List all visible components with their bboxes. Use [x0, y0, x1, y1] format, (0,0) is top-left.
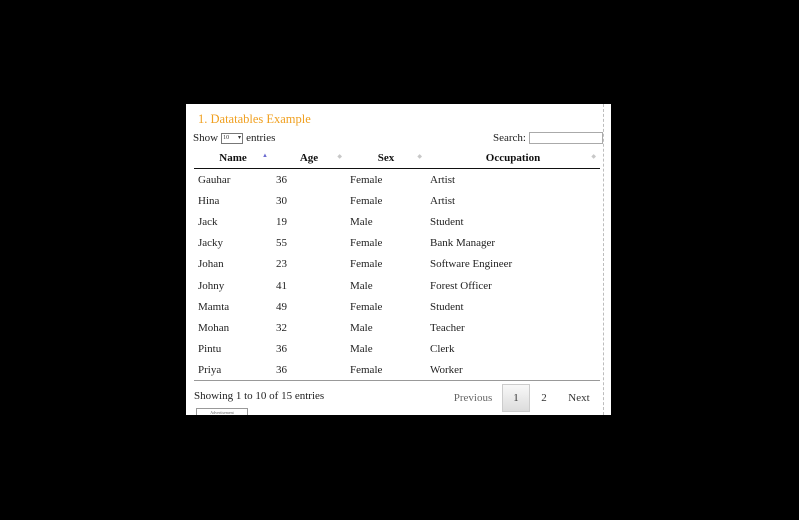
cell-occupation: Software Engineer [430, 258, 513, 271]
previous-button[interactable]: Previous [453, 392, 493, 404]
table-row [194, 360, 600, 381]
table-row [194, 296, 600, 317]
cell-sex: Male [350, 215, 373, 228]
cell-occupation: Artist [430, 194, 456, 207]
cell-age: 41 [276, 279, 287, 292]
entries-length-control [193, 132, 275, 144]
sort-asc-icon: ▲ [262, 153, 268, 159]
chevron-down-icon: ▾ [238, 134, 242, 141]
cell-sex: Male [350, 279, 373, 292]
cell-age: 19 [276, 215, 287, 228]
column-header-label: Age [299, 152, 319, 164]
cell-name: Johan [198, 258, 224, 271]
table-row [194, 339, 600, 360]
page-title: 1. Datatables Example [198, 112, 311, 126]
table-row [194, 169, 600, 191]
cell-occupation: Student [430, 215, 464, 228]
cell-age: 55 [276, 237, 287, 250]
search-label: Search: [493, 132, 526, 144]
cell-name: Johny [198, 279, 225, 292]
cell-occupation: Artist [430, 173, 456, 186]
pagination [444, 384, 600, 412]
sort-icon: ◆ [417, 154, 422, 160]
cell-name: Pintu [198, 343, 222, 356]
cell-age: 36 [276, 343, 287, 356]
table-row [194, 275, 600, 296]
cell-age: 49 [276, 300, 287, 313]
column-header-sex[interactable] [346, 148, 426, 169]
table-info: Showing 1 to 10 of 15 entries [194, 390, 325, 402]
table-footer-divider [194, 380, 600, 381]
cell-occupation: Bank Manager [430, 237, 496, 250]
cell-sex: Female [350, 258, 383, 271]
cell-name: Mohan [198, 321, 230, 334]
cell-name: Jacky [198, 237, 224, 250]
cell-sex: Male [350, 343, 373, 356]
column-header-label: Sex [377, 152, 395, 164]
table-row [194, 233, 600, 254]
cell-age: 36 [276, 364, 287, 377]
cell-name: Hina [198, 194, 220, 207]
cell-sex: Female [350, 173, 383, 186]
cell-sex: Female [350, 194, 383, 207]
cell-occupation: Forest Officer [430, 279, 492, 292]
data-table [194, 148, 600, 381]
cell-age: 36 [276, 173, 287, 186]
column-header-occupation[interactable] [426, 148, 600, 169]
search-control [493, 132, 603, 144]
table-row [194, 317, 600, 338]
page-2-button[interactable]: 2 [541, 392, 547, 404]
advertisement-badge[interactable]: Advertisement [196, 408, 248, 415]
cell-sex: Male [350, 321, 373, 334]
panel-divider [603, 104, 604, 415]
cell-age: 23 [276, 258, 287, 271]
cell-name: Jack [198, 215, 218, 228]
cell-name: Priya [198, 364, 222, 377]
cell-occupation: Student [430, 300, 464, 313]
length-prefix: Show [193, 132, 219, 144]
cell-sex: Female [350, 300, 383, 313]
sort-icon: ◆ [591, 154, 596, 160]
cell-occupation: Teacher [430, 321, 465, 334]
cell-name: Mamta [198, 300, 230, 313]
entries-select-value: 10 [223, 134, 230, 141]
cell-age: 32 [276, 321, 287, 334]
cell-name: Gauhar [198, 173, 231, 186]
cell-sex: Female [350, 364, 383, 377]
cell-age: 30 [276, 194, 287, 207]
column-header-name[interactable] [194, 148, 272, 169]
column-header-label: Name [219, 152, 247, 164]
length-suffix: entries [246, 132, 276, 144]
cell-occupation: Clerk [430, 343, 455, 356]
entries-select[interactable] [221, 133, 243, 144]
sort-icon: ◆ [337, 154, 342, 160]
cell-sex: Female [350, 237, 383, 250]
column-header-label: Occupation [485, 152, 541, 164]
table-header-row [194, 148, 600, 169]
next-button[interactable]: Next [568, 392, 590, 404]
table-row [194, 254, 600, 275]
column-header-age[interactable] [272, 148, 346, 169]
search-input[interactable] [529, 132, 603, 144]
table-row [194, 190, 600, 211]
datatable-panel [186, 104, 611, 415]
cell-occupation: Worker [430, 364, 463, 377]
table-row [194, 211, 600, 232]
page-1-button[interactable]: 1 [502, 384, 530, 412]
